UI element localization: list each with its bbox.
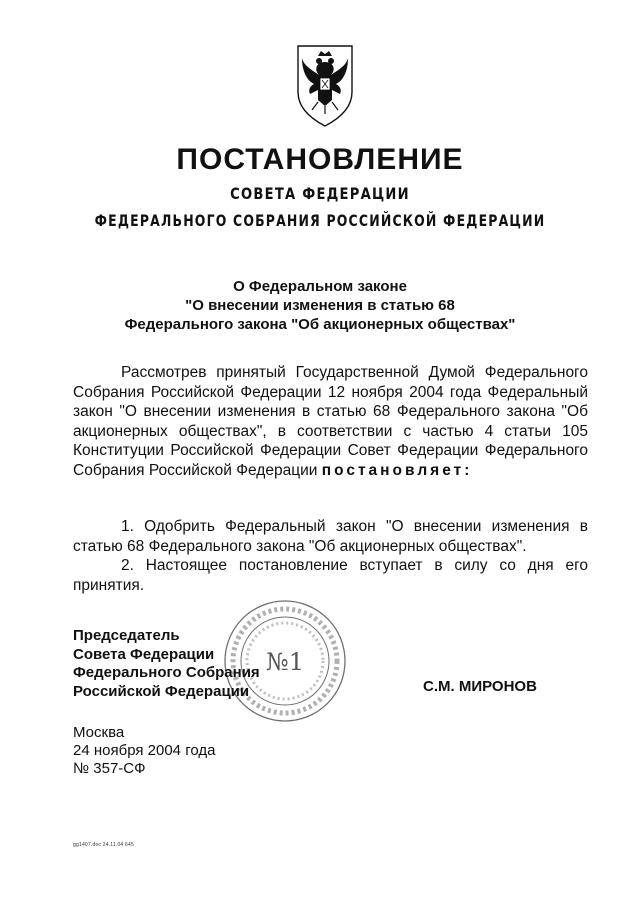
body-paragraph: [73, 363, 588, 480]
resolution-item-2: 2. Настоящее постановление вступает в силу со дня его принятия.: [73, 557, 588, 594]
law-title-line: Федерального закона "Об акционерных обществах": [124, 316, 516, 333]
document-date: 24 ноября 2004 года: [73, 742, 216, 759]
document-number: № 357-СФ: [73, 760, 146, 777]
russian-coat-of-arms-icon: [292, 40, 358, 130]
signature-title-line: Совета Федерации: [73, 645, 215, 663]
place-date-number: [73, 724, 215, 778]
law-title-line: "О внесении изменения в статью 68: [185, 297, 455, 314]
document-subtitle-line2: ФЕДЕРАЛЬНОГО СОБРАНИЯ РОССИЙСКОЙ ФЕДЕРАЦИИ: [94, 211, 546, 230]
document-title: ПОСТАНОВЛЕНИЕ: [176, 143, 464, 176]
decides-word: постановляет:: [321, 461, 473, 479]
stamp-number: №1: [266, 648, 304, 676]
law-title: [0, 277, 640, 334]
signature-title-line: Федерального Собрания: [73, 664, 260, 681]
signature-block: [73, 627, 260, 701]
resolution-item-1: 1. Одобрить Федеральный закон "О внесении изменения в статью 68 Федерального закона "Об акционерных обществах".: [73, 518, 588, 555]
body-paragraph-text: Рассмотрев принятый Государственной Думой Федерального Собрания Российской Федерации 12 ноября 2004 года Федеральный закон "О внесении изменения в статью 68 Федерального закона "Об акционерных обществах", в соответствии с частью 4 статьи 105 Конституции Российской Федерации Совет Федерации Федерального Собрания Российской Федерации: [73, 364, 588, 479]
document-subtitle-line1: СОВЕТА ФЕДЕРАЦИИ: [230, 184, 410, 203]
law-title-line: О Федеральном законе: [233, 278, 407, 295]
footer-file-note: gg1407.doc 24.11.04 645: [73, 842, 134, 848]
signature-title-line: Российской Федерации: [73, 682, 250, 700]
signer-name: С.М. МИРОНОВ: [423, 678, 537, 695]
signature-title-line: Председатель: [73, 627, 180, 644]
city: Москва: [73, 724, 125, 741]
